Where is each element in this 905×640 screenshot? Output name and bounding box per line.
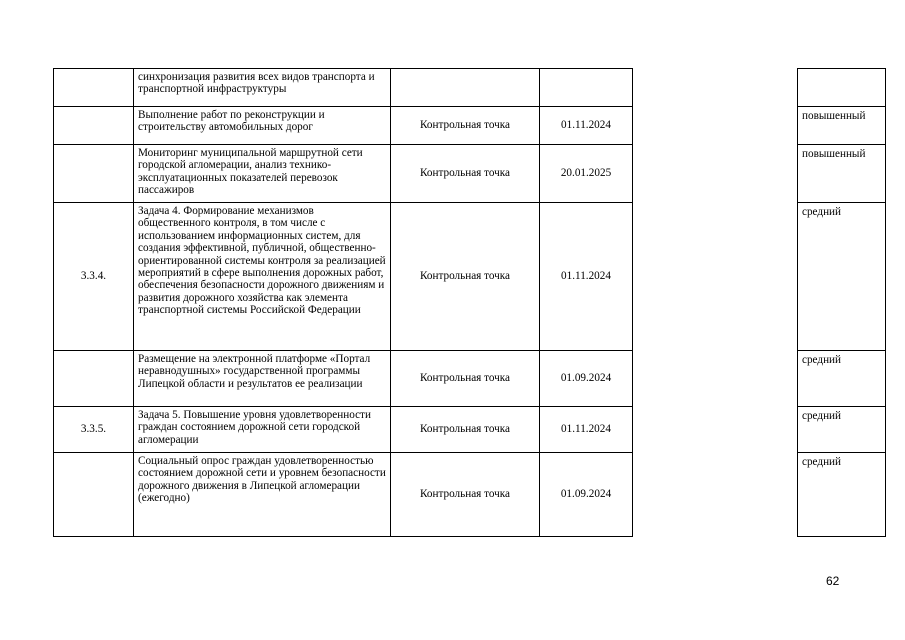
row-type: Контрольная точка xyxy=(391,203,540,351)
row-description: Выполнение работ по реконструкции и строительству автомобильных дорог xyxy=(134,107,391,145)
row-number xyxy=(54,145,134,203)
table-row xyxy=(798,69,886,107)
table-row xyxy=(54,69,633,107)
level-table xyxy=(797,68,886,537)
table-row xyxy=(798,203,886,351)
table-row xyxy=(798,145,886,203)
row-description: Размещение на электронной платформе «Портал неравнодушных» государственной программы Липецкой области и результатов ее реализации xyxy=(134,351,391,407)
row-date: 01.11.2024 xyxy=(540,203,633,351)
row-number: 3.3.5. xyxy=(54,407,134,453)
row-level: средний xyxy=(798,351,886,407)
table-row xyxy=(54,107,633,145)
table-row xyxy=(798,407,886,453)
row-description: Социальный опрос граждан удовлетворенностью состоянием дорожной сети и уровнем безопасности дорожного движения в Липецкой агломерации (ежегодно) xyxy=(134,453,391,537)
table-row xyxy=(54,145,633,203)
row-number xyxy=(54,107,134,145)
table-row xyxy=(798,453,886,537)
table-row xyxy=(798,107,886,145)
row-level: средний xyxy=(798,407,886,453)
row-type: Контрольная точка xyxy=(391,407,540,453)
row-date: 01.09.2024 xyxy=(540,453,633,537)
row-type: Контрольная точка xyxy=(391,145,540,203)
page-number: 62 xyxy=(826,574,840,588)
row-type: Контрольная точка xyxy=(391,107,540,145)
table-row xyxy=(54,203,633,351)
row-date xyxy=(540,69,633,107)
row-description: Задача 5. Повышение уровня удовлетворенности граждан состоянием дорожной сети городской агломерации xyxy=(134,407,391,453)
row-type: Контрольная точка xyxy=(391,453,540,537)
row-level: средний xyxy=(798,203,886,351)
row-type xyxy=(391,69,540,107)
plan-table xyxy=(53,68,633,537)
row-date: 01.11.2024 xyxy=(540,107,633,145)
table-row xyxy=(798,351,886,407)
row-number: 3.3.4. xyxy=(54,203,134,351)
row-date: 20.01.2025 xyxy=(540,145,633,203)
row-number xyxy=(54,453,134,537)
table-row xyxy=(54,407,633,453)
table-row xyxy=(54,351,633,407)
row-level: повышенный xyxy=(798,107,886,145)
table-row xyxy=(54,453,633,537)
row-date: 01.11.2024 xyxy=(540,407,633,453)
row-type: Контрольная точка xyxy=(391,351,540,407)
row-level: средний xyxy=(798,453,886,537)
row-description: Мониторинг муниципальной маршрутной сети городской агломерации, анализ технико-эксплуатационных показателей перевозок пассажиров xyxy=(134,145,391,203)
row-level xyxy=(798,69,886,107)
row-date: 01.09.2024 xyxy=(540,351,633,407)
row-number xyxy=(54,351,134,407)
row-description: Задача 4. Формирование механизмов общественного контроля, в том числе с использованием информационных систем, для создания эффективной, публичной, общественно-ориентированной системы контроля за реализацией мероприятий в сфере выполнения дорожных работ, обеспечения безопасности дорожного движениям и развития дорожного хозяйства как элемента транспортной системы Российской Федерации xyxy=(134,203,391,351)
row-description: синхронизация развития всех видов транспорта и транспортной инфраструктуры xyxy=(134,69,391,107)
row-level: повышенный xyxy=(798,145,886,203)
row-number xyxy=(54,69,134,107)
